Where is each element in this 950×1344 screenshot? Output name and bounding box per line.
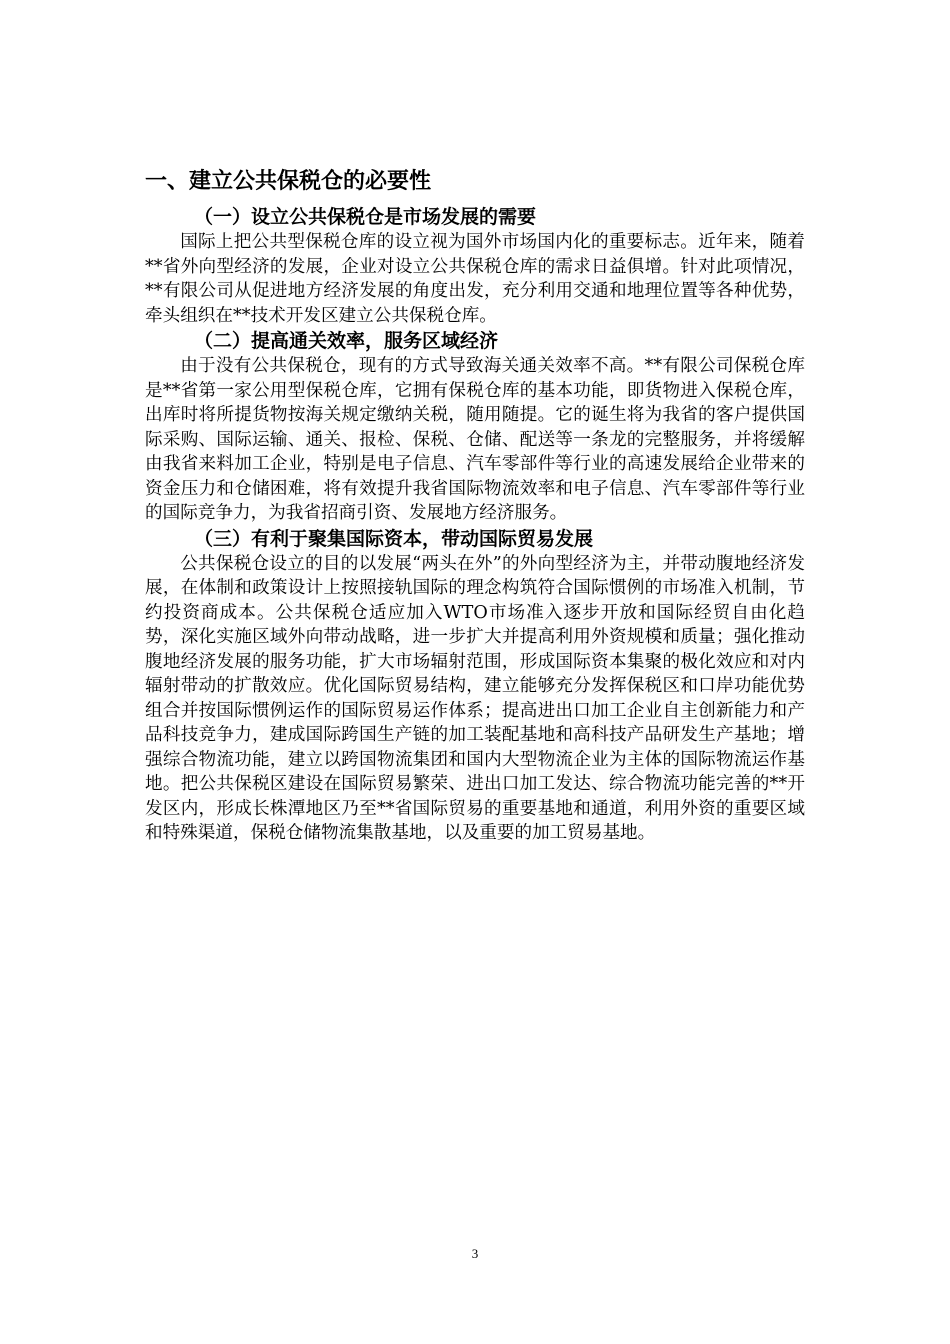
subsection-body-2: 由于没有公共保税仓，现有的方式导致海关通关效率不高。**有限公司保税仓库是**省第一家公用型保税仓库，它拥有保税仓库的基本功能，即货物进入保税仓库，出库时将所提货物按海关规定缴纳关税，随用随提。它的诞生将为我省的客户提供国际采购、国际运输、通关、报检、保税、仓储、配送等一条龙的完整服务，并将缓解由我省来料加工企业，特别是电子信息、汽车零部件等行业的高速发展给企业带来的资金压力和仓储困难，将有效提升我省国际物流效率和电子信息、汽车零部件等行业的国际竞争力，为我省招商引资、发展地方经济服务。 [145,356,805,523]
section-heading: 一、建立公共保税仓的必要性 [145,169,432,194]
subsection-body-1: 国际上把公共型保税仓库的设立视为国外市场国内化的重要标志。近年来，随着**省外向型经济的发展，企业对设立公共保税仓库的需求日益俱增。针对此项情况，**有限公司从促进地方经济发展的角度出发，充分利用交通和地理位置等各种优势，牵头组织在**技术开发区建立公共保税仓库。 [145,232,805,326]
subsection-title-2: （二）提高通关效率，服务区域经济 [194,330,499,352]
document-body [145,166,805,846]
subsection-title-1: （一）设立公共保税仓是市场发展的需要 [194,206,537,228]
page-number: 3 [471,1246,479,1261]
subsection-title-3: （三）有利于聚集国际资本，带动国际贸易发展 [194,527,594,550]
subsection-body-3: 公共保税仓设立的目的以发展“两头在外”的外向型经济为主，并带动腹地经济发展，在体制和政策设计上按照接轨国际的理念构筑符合国际惯例的市场准入机制，节约投资商成本。公共保税仓适应加入WTO市场准入逐步开放和国际经贸自由化趋势，深化实施区域外向带动战略，进一步扩大并提高利用外资规模和质量；强化推动腹地经济发展的服务功能，扩大市场辐射范围，形成国际资本集聚的极化效应和对内辐射带动的扩散效应。优化国际贸易结构，建立能够充分发挥保税区和口岸功能优势组合并按国际惯例运作的国际贸易运作体系；提高进出口加工企业自主创新能力和产品科技竞争力，建成国际跨国生产链的加工装配基地和高科技产品研发生产基地；增强综合物流功能，建立以跨国物流集团和国内大型物流企业为主体的国际物流运作基地。把公共保税区建设在国际贸易繁荣、进出口加工发达、综合物流功能完善的**开发区内，形成长株潭地区乃至**省国际贸易的重要基地和通道，利用外资的重要区域和特殊渠道，保税仓储物流集散基地，以及重要的加工贸易基地。 [145,553,805,843]
